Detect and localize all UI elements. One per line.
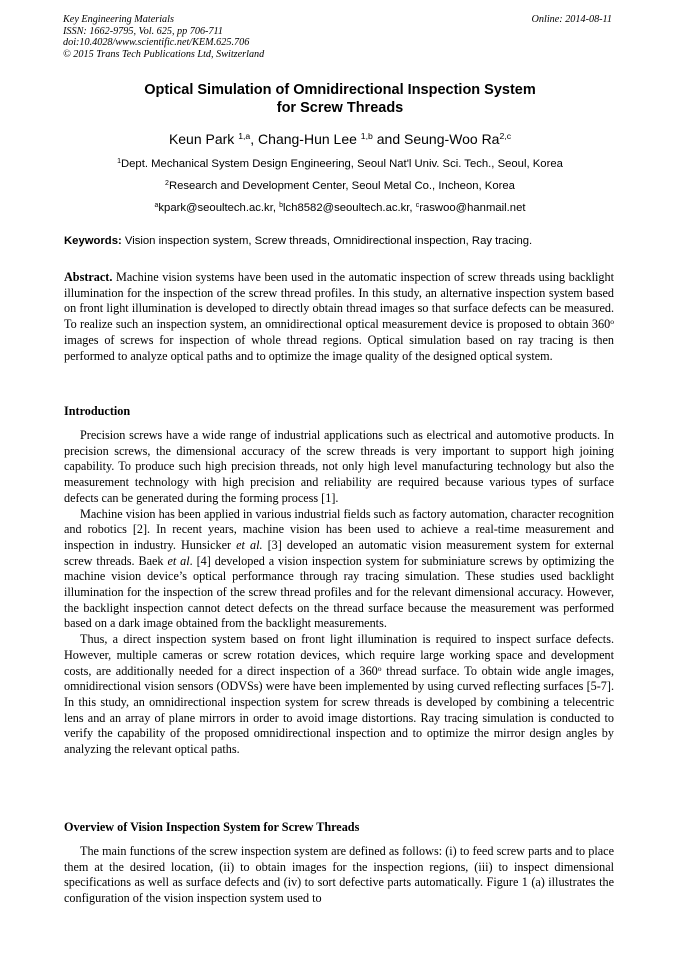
intro-p3-a: Thus, a direct inspection system based on front light illumination is required to inspect surface defects. However, multiple cameras or screw rotation devices, which require large working space and development costs, are additionally needed for a direct inspection of a 360 [64,632,614,678]
intro-p2-c: . [4] developed a vision inspection system for subminiature screws by optimizing the machine vision device’s optical performance through ray tracing simulation. These studies used backlight illumination for the inspection of the screw thread profiles and for the relevant dimensional accuracy. However, the backlight inspection cannot detect defects on the thread surface because the measurement was performed based on a dark image obtained from the backlight measurements. [64,553,615,631]
issn-line: ISSN: 1662-9795, Vol. 625, pp 706-711 [63,25,223,37]
overview-paragraph-1: The main functions of the screw inspection system are defined as follows: (i) to feed screw parts and to place them at the desired location, (ii) to obtain images for the inspection regions, (iii) to inspect dimensional specifications as well as surface defects and (iv) to sort defective parts automatically. Figure 1 (a) illustrates the configuration of the vision inspection system used to [64,844,614,906]
abstract-label: Abstract. [64,270,113,284]
intro-p3-b: thread surface. To obtain wide angle images, omnidirectional vision sensors (ODVSs) were have been implemented by using curved reflecting surfaces [5-7]. In this study, an omnidirectional inspection system for screw threads is developed by combining a telecentric lens and an array of plane mirrors in order to avoid image distortions. Ray tracing simulation is conducted to verify the capability of the proposed omnidirectional inspection and to optimize the mirror design angles by analyzing the relevant optical paths. [64,663,615,757]
intro-p2-b: [3] developed an automatic vision measurement system for external screw threads. Baek [64,537,614,568]
email-a[interactable]: kpark@seoultech.ac.kr, [158,202,280,214]
author-1: Keun Park [168,131,239,147]
abstract-degree-sup: o [610,316,614,326]
introduction-heading: Introduction [64,404,131,418]
title-line-2: for Screw Threads [276,100,404,116]
author-emails [40,201,640,215]
journal-meta [63,14,264,60]
abstract-text-1: Machine vision systems have been used in the automatic inspection of screw threads using backlight illumination for the inspection of the screw thread profiles. In this study, an alternative inspection system based on front light illumination is developed to directly obtain thread images so that surface defects can be measured. To realize such an inspection system, an omnidirectional optical measurement device is proposed to obtain 360 [64,270,614,332]
affiliation-2 [40,179,640,193]
email-a-sup: a [154,202,159,210]
abstract [64,270,614,364]
keywords-text: Vision inspection system, Screw threads, Omnidirectional inspection, Ray tracing. [121,235,533,247]
keywords [64,234,614,248]
copyright-line: © 2015 Trans Tech Publications Ltd, Switzerland [63,48,265,60]
affiliation-1-text: Dept. Mechanical System Design Engineering, Seoul Nat'l Univ. Sci. Tech., Seoul, Korea [120,158,563,170]
abstract-text-2: images of screws for inspection of whole thread regions. Optical simulation based on ray tracing is then performed to analyze optical paths and to optimize the image quality of the designed optical system. [64,332,614,363]
author-3: and Seung-Woo Ra [372,131,500,147]
intro-p2-etal-1: et al. [236,537,263,552]
overview-body [64,844,614,907]
author-3-sup: 2,c [499,131,512,142]
affiliation-2-text: Research and Development Center, Seoul Metal Co., Incheon, Korea [168,180,515,192]
keywords-label: Keywords: [64,235,122,247]
affiliation-1-sup: 1 [117,158,121,166]
intro-p3-degree-sup: o [377,663,382,673]
journal-name: Key Engineering Materials [63,14,174,25]
abstract-paragraph [64,270,614,364]
overview-heading: Overview of Vision Inspection System for Screw Threads [64,820,360,834]
email-b[interactable]: lch8582@seoultech.ac.kr, [283,202,416,214]
author-list [40,130,640,148]
email-c-sup: c [415,202,420,210]
email-c[interactable]: raswoo@hanmail.net [419,202,526,214]
email-b-sup: b [279,202,284,210]
intro-paragraph-2 [64,507,614,633]
author-1-sup: 1,a [238,131,251,142]
intro-p2-etal-2: et al [167,553,190,568]
affiliation-1 [40,157,640,171]
online-date: Online: 2014-08-11 [531,14,612,25]
doi-line[interactable]: doi:10.4028/www.scientific.net/KEM.625.706 [63,37,250,48]
intro-p2-a: Machine vision has been applied in various industrial fields such as factory automation, character recognition and robotics [2]. In recent years, machine vision has been used to achieve a real-time measurement and inspection in industry. Hunsicker [64,506,614,552]
affiliation-2-sup: 2 [165,180,169,188]
intro-paragraph-1: Precision screws have a wide range of industrial applications such as electrical and automotive products. In precision screws, the dimensional accuracy of the screw threads is very important to support high joining capability. To produce such high precision threads, not only high level manufacturing technology but also the measurement technology with high precision and reliability are required because various types of surface defects can be generated during the forming process [1]. [64,428,614,505]
author-2-sup: 1,b [360,131,373,142]
paper-title [40,81,640,117]
title-line-1: Optical Simulation of Omnidirectional Inspection System [144,82,536,98]
introduction-body [64,428,614,758]
intro-paragraph-3 [64,632,614,758]
author-2: , Chang-Hun Lee [250,131,361,147]
